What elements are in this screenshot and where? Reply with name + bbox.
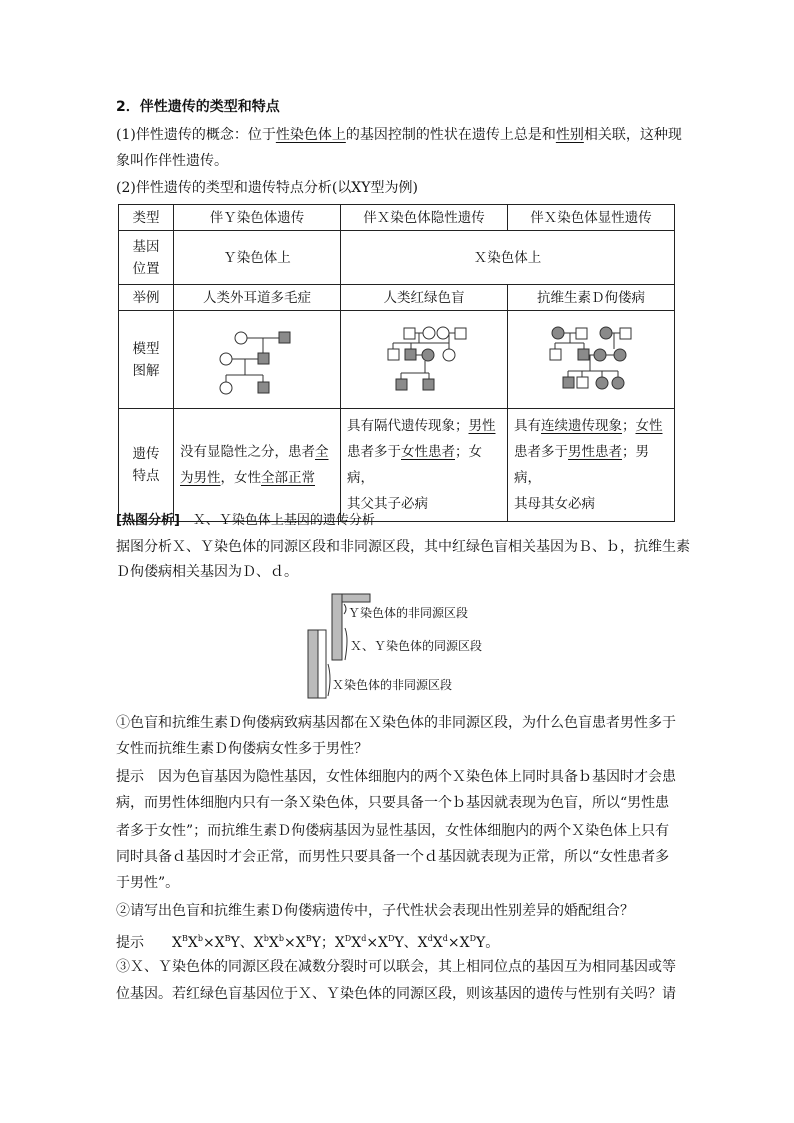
label-y-nonhomologous: Ｙ染色体的非同源区段 xyxy=(348,606,469,620)
cell-y-features: 没有显隐性之分，患者全 为男性，女性全部正常 xyxy=(174,409,341,522)
blank-answer: 性别 xyxy=(555,127,584,143)
cell-xd-features: 具有连续遗传现象；女性 患者多于男性患者；男病， 其母其女必病 xyxy=(508,409,675,522)
cell-xd-example: 抗维生素Ｄ佝偻病 xyxy=(508,285,675,311)
concept-paragraph xyxy=(116,124,682,146)
pedigree-xd-chart xyxy=(508,311,674,401)
pedigree-y xyxy=(174,311,341,409)
intro-line-2: Ｄ佝偻病相关基因为Ｄ、ｄ。 xyxy=(116,564,298,580)
analysis-title: Ｘ、Ｙ染色体上基因的遗传分析 xyxy=(192,513,375,528)
cell-y-example: 人类外耳道多毛症 xyxy=(174,285,341,311)
row-label-model: 模型 图解 xyxy=(119,311,174,409)
cell-xr-example: 人类红绿色盲 xyxy=(341,285,508,311)
section-heading: 2．伴性遗传的类型和特点 xyxy=(116,99,280,115)
question-1-line-1: ①色盲和抗维生素Ｄ佝偻病致病基因都在Ｘ染色体的非同源区段，为什么色盲患者男性多于 xyxy=(116,715,676,731)
sex-linked-table xyxy=(118,204,675,522)
pedigree-xr-chart xyxy=(341,311,507,401)
pedigree-y-chart xyxy=(174,311,340,401)
header-type: 类型 xyxy=(119,205,174,231)
cell-y-location: Ｙ染色体上 xyxy=(174,231,341,285)
row-label-features: 遗传 特点 xyxy=(119,409,174,522)
pedigree-x-recessive xyxy=(341,311,508,409)
concept-paragraph-line2: 象叫作伴性遗传。 xyxy=(116,153,228,169)
answer-1-line-4: 同时具备ｄ基因时才会正常，而男性只要具备一个ｄ基因就表现为正常，所以“女性患者多 xyxy=(116,849,670,865)
text-run: (1)伴性遗传的概念：位于 xyxy=(116,127,276,143)
answer-2: 提示 $X^BX^b\times X^BY$、$X^bX^b\times X^BY$；$X^DX^d\times X^DY$、$X^dX^d\times X^DY$。 xyxy=(116,934,500,951)
types-heading: (2)伴性遗传的类型和遗传特点分析(以XY型为例) xyxy=(116,180,418,196)
question-3-line-1: ③Ｘ、Ｙ染色体的同源区段在减数分裂时可以联会，其上相同位点的基因互为相同基因或等 xyxy=(116,959,676,975)
pedigree-x-dominant xyxy=(508,311,675,409)
header-x-dominant: 伴Ｘ染色体显性遗传 xyxy=(508,205,675,231)
header-x-recessive: 伴Ｘ染色体隐性遗传 xyxy=(341,205,508,231)
question-1-line-2: 女性而抗维生素Ｄ佝偻病女性多于男性？ xyxy=(116,741,368,757)
label-x-nonhomologous: Ｘ染色体的非同源区段 xyxy=(332,678,453,692)
answer-prefix: 提示 xyxy=(116,935,144,951)
xy-chromosome-diagram xyxy=(300,592,560,708)
label-xy-homologous: Ｘ、Ｙ染色体的同源区段 xyxy=(350,639,483,653)
question-2: ②请写出色盲和抗维生素Ｄ佝偻病遗传中，子代性状会表现出性别差异的婚配组合？ xyxy=(116,903,634,919)
cell-x-location: Ｘ染色体上 xyxy=(341,231,675,285)
answer-1-line-2: 病，而男性体细胞内只有一条Ｘ染色体，只要具备一个ｂ基因就表现为色盲，所以“男性患 xyxy=(116,795,670,811)
hot-chart-analysis-title xyxy=(116,510,375,532)
intro-line-1: 据图分析Ｘ、Ｙ染色体的同源区段和非同源区段，其中红绿色盲相关基因为Ｂ、ｂ，抗维生素 xyxy=(116,539,690,555)
answer-1-line-1: 提示 因为色盲基因为隐性基因，女性体细胞内的两个Ｘ染色体上同时具备ｂ基因时才会患 xyxy=(116,769,676,785)
text-run: 的基因控制的性状在遗传上总是和 xyxy=(345,127,556,143)
blank-answer: 性染色体上 xyxy=(275,127,346,143)
analysis-tag: [热图分析] xyxy=(116,513,180,528)
row-label-location: 基因 位置 xyxy=(119,231,174,285)
row-label-example: 举例 xyxy=(119,285,174,311)
question-3-line-2: 位基因。若红绿色盲基因位于Ｘ、Ｙ染色体的同源区段，则该基因的遗传与性别有关吗？请 xyxy=(116,986,676,1002)
header-y: 伴Ｙ染色体遗传 xyxy=(174,205,341,231)
text-run: 相关联，这种现 xyxy=(583,127,682,143)
answer-1-line-5: 于男性”。 xyxy=(116,875,180,891)
cell-xr-features: 具有隔代遗传现象；男性 患者多于女性患者；女病， 其父其子必病 xyxy=(341,409,508,522)
answer-1-line-3: 者多于女性”；而抗维生素Ｄ佝偻病基因为显性基因，女性体细胞内的两个Ｘ染色体上只有 xyxy=(116,823,670,839)
